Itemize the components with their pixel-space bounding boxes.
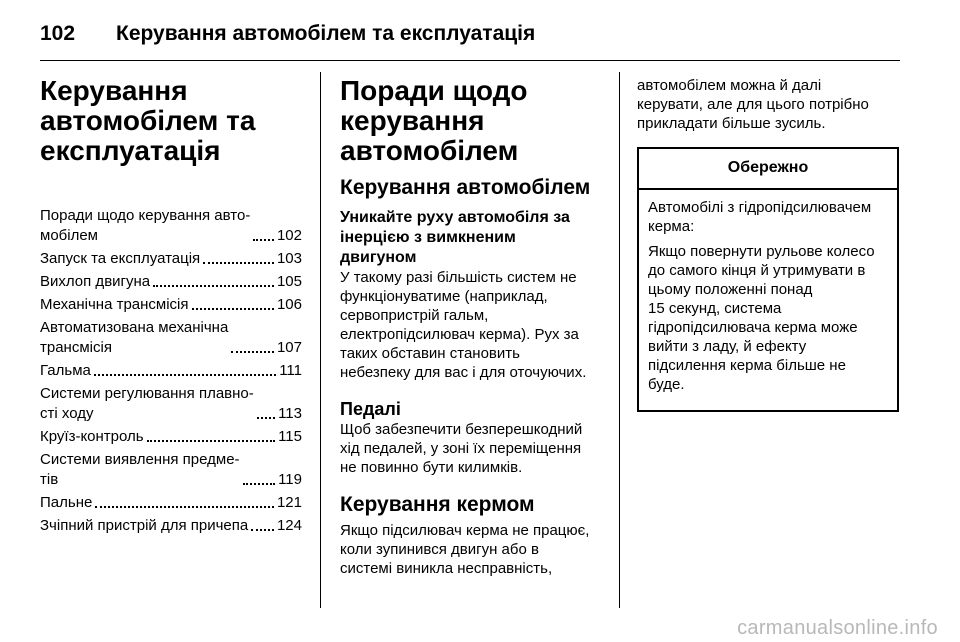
- warning-body: [639, 190, 897, 410]
- toc-leader-dots: [147, 440, 275, 442]
- toc-leader-dots: [95, 506, 274, 508]
- subsection-title: Керування автомобілем: [340, 176, 591, 199]
- toc-entry-label: Поради щодо керування авто- мобілем: [40, 207, 251, 244]
- page-header: [40, 14, 900, 54]
- toc-entry[interactable]: [40, 272, 302, 292]
- toc-leader-dots: [257, 417, 275, 419]
- toc-entry-label: Зчіпний пристрій для причепа: [40, 517, 249, 534]
- toc-leader-dots: [231, 351, 274, 353]
- toc-entry-page: 106: [276, 296, 302, 313]
- toc-entry[interactable]: [40, 450, 302, 490]
- warning-title: Обережно: [639, 149, 897, 190]
- header-divider: [40, 60, 900, 61]
- toc-entry[interactable]: [40, 318, 302, 358]
- toc-entry-page: 113: [278, 405, 302, 422]
- watermark: carmanualsonline.info: [737, 617, 938, 639]
- toc-leader-dots: [251, 529, 274, 531]
- toc-title: Керування автомобілем та експлуатація: [40, 75, 256, 166]
- toc-entry-page: 115: [278, 428, 302, 445]
- section-title: Поради щодо керування автомобілем: [340, 75, 528, 166]
- toc-entry[interactable]: [40, 206, 302, 246]
- toc-entry[interactable]: [40, 516, 302, 536]
- toc-entry-label: Механічна трансмісія: [40, 296, 189, 313]
- toc-entry-label: Вихлоп двигуна: [40, 273, 151, 290]
- heading-pedals: Педалі: [340, 399, 401, 419]
- toc-entry-page: 103: [276, 250, 302, 267]
- toc-column: [40, 76, 302, 539]
- toc-entry-page: 111: [279, 362, 302, 379]
- column-divider: [320, 72, 321, 608]
- paragraph-continued: автомобілем можна й далі керувати, але для цього потрібно прикладати більше зусиль.: [637, 77, 869, 132]
- toc-entry-label: Автоматизована механічна трансмісія: [40, 319, 229, 356]
- toc-entry[interactable]: [40, 295, 302, 315]
- toc-entry[interactable]: [40, 427, 302, 447]
- toc-entry-page: 119: [278, 471, 302, 488]
- paragraph-pedals: Щоб забезпечити безперешкодний хід педалей, у зоні їх переміщення не повинно бути килимків.: [340, 421, 583, 476]
- content-column-2: [637, 76, 899, 412]
- page-number: 102: [40, 22, 76, 45]
- toc-entry-page: 121: [276, 494, 302, 511]
- toc-entry-page: 107: [276, 339, 302, 356]
- warning-paragraph: Якщо повернути рульове колесо до самого кінця й утримувати в цьому положенні понад 15 секунд, система гідропідсилювача керма може вийти з ладу, й ефекту підсилення керма більше не буде.: [648, 243, 875, 393]
- heading-steering: Керування кермом: [340, 493, 535, 516]
- toc-entry[interactable]: [40, 249, 302, 269]
- toc-leader-dots: [94, 374, 276, 376]
- toc-entry-page: 105: [276, 273, 302, 290]
- toc-entry[interactable]: [40, 361, 302, 381]
- toc-leader-dots: [203, 262, 274, 264]
- content-column-1: [340, 76, 605, 578]
- heading-inertia: Уникайте руху автомобіля за інерцією з вимкненим двигуном: [340, 209, 570, 266]
- chapter-title: Керування автомобілем та експлуатація: [116, 22, 536, 45]
- toc-entry-page: 124: [276, 517, 302, 534]
- toc-entry-label: Гальма: [40, 362, 91, 379]
- toc-entry-label: Системи регулювання плавно- сті ходу: [40, 385, 254, 422]
- toc-entry-label: Круїз-контроль: [40, 428, 144, 445]
- toc-entry-label: Запуск та експлуатація: [40, 250, 201, 267]
- toc-entry-label: Системи виявлення предме- тів: [40, 451, 240, 488]
- toc-leader-dots: [253, 239, 274, 241]
- warning-paragraph: Автомобілі з гідропідсилювачем керма:: [648, 199, 872, 235]
- toc-leader-dots: [243, 483, 276, 485]
- toc-leader-dots: [153, 285, 274, 287]
- column-divider: [619, 72, 620, 608]
- paragraph-inertia: У такому разі більшість систем не функціонуватиме (наприклад, сервопристрій гальм, електропідсилювач керма). Рух за таких обставин становить небезпеку для вас і для оточуючих.: [340, 269, 587, 381]
- toc-entry-page: 102: [276, 227, 302, 244]
- toc-entry[interactable]: [40, 493, 302, 513]
- warning-box: [637, 147, 899, 412]
- toc-entry-label: Пальне: [40, 494, 93, 511]
- toc-leader-dots: [192, 308, 274, 310]
- paragraph-steering: Якщо підсилювач керма не працює, коли зупинився двигун або в системі виникла несправність,: [340, 522, 590, 577]
- toc-entry[interactable]: [40, 384, 302, 424]
- toc-list: [40, 206, 302, 536]
